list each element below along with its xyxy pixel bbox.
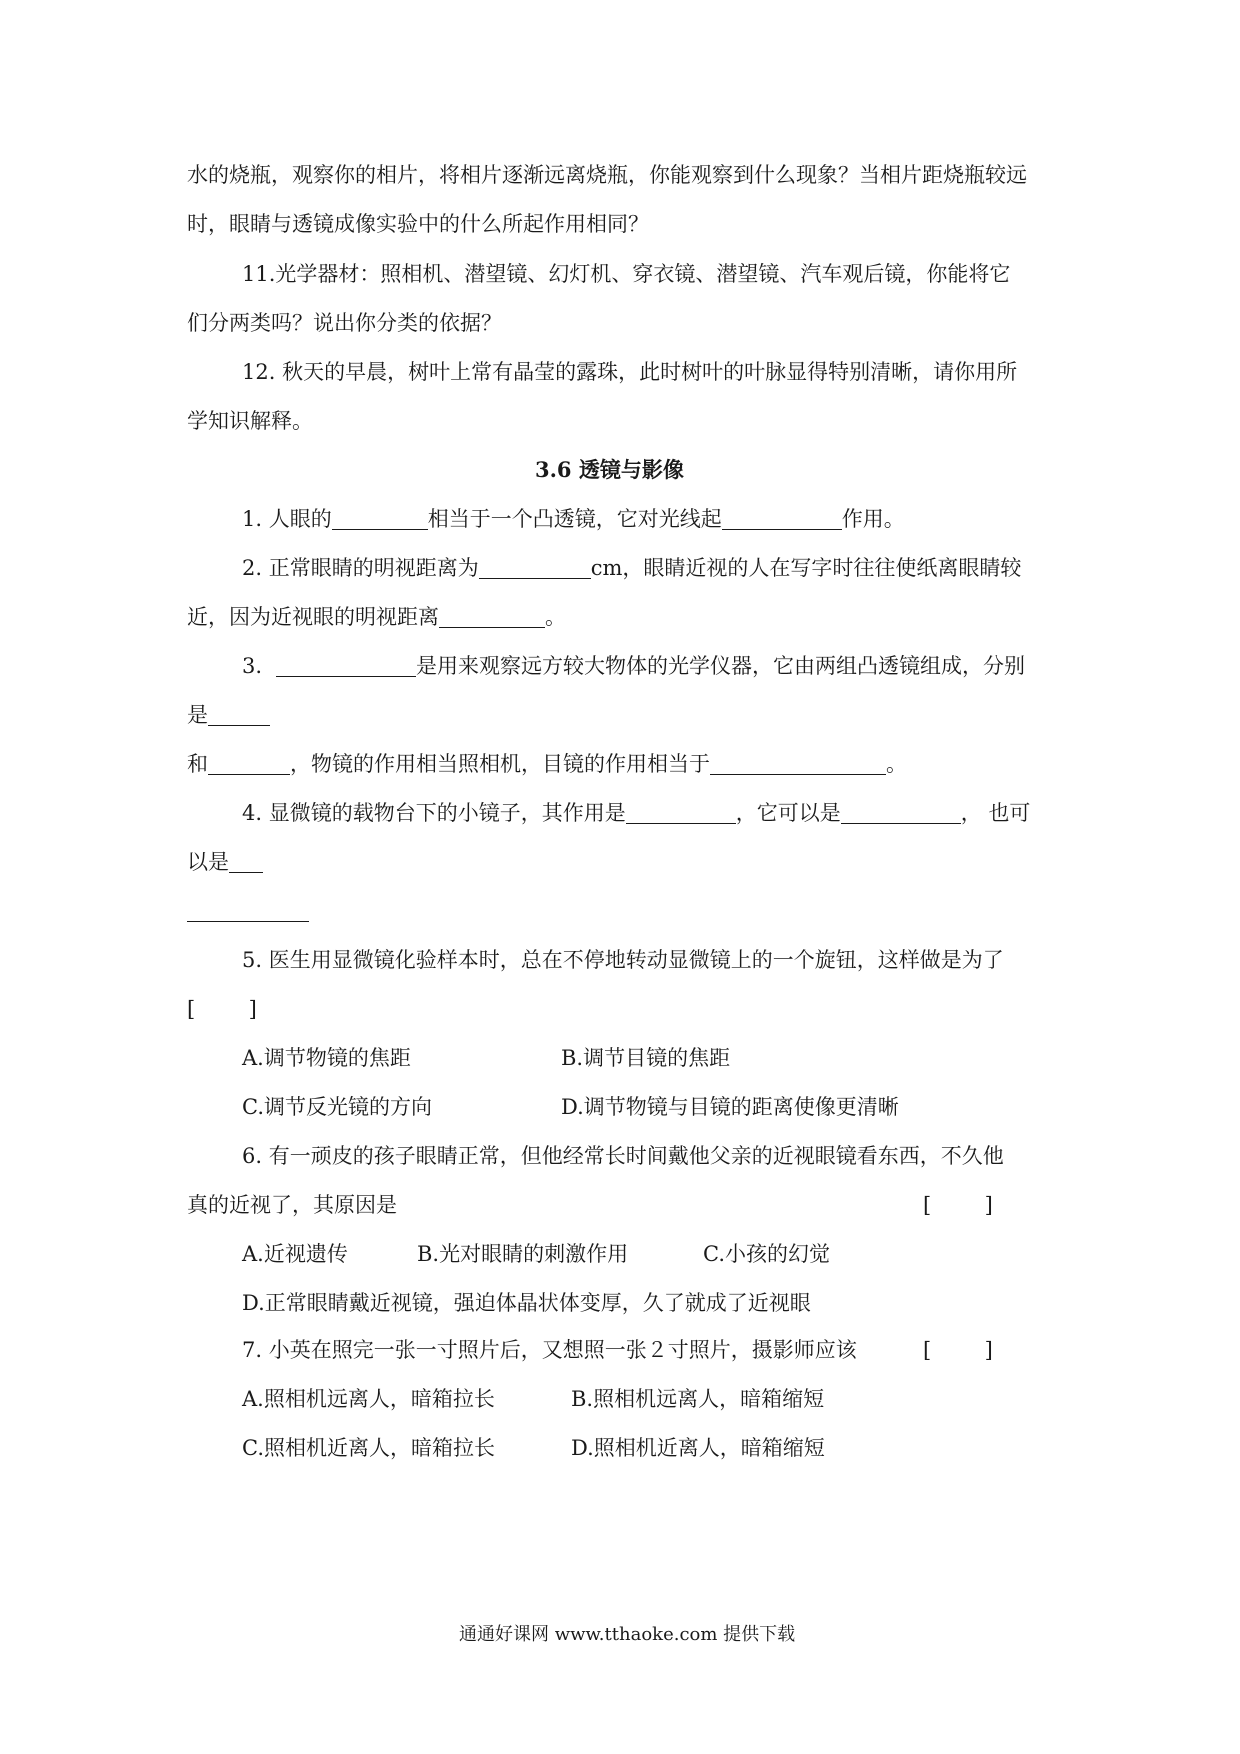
item-1-text-c: 作用。 [841, 507, 905, 531]
item-7-option-d: D.照相机近离人，暗箱缩短 [571, 1436, 825, 1460]
item-3-text-c: 是 [187, 703, 208, 727]
item-2-text-d: 。 [545, 605, 566, 629]
item-4-blank-2[interactable] [841, 803, 961, 824]
q11-line-1: 11.光学器材：照相机、潜望镜、幻灯机、穿衣镜、潜望镜、汽车观后镜，你能将它 [242, 262, 1011, 286]
item-3-line-1 [242, 652, 1025, 680]
item-3-text-f: 。 [886, 752, 907, 776]
item-3-text-b: 是用来观察远方较大物体的光学仪器，它由两组凸透镜组成，分别 [416, 654, 1026, 678]
item-3-line-2 [187, 701, 270, 729]
page-footer: 通通好课网 www.tthaoke.com 提供下载 [459, 1624, 796, 1645]
item-7-line-1: 7. 小英在照完一张一寸照片后，又想照一张２寸照片，摄影师应该 [242, 1338, 857, 1362]
item-6-answer-bracket[interactable]: [ ] [923, 1193, 993, 1217]
item-5-option-b: B.调节目镜的焦距 [561, 1046, 731, 1070]
item-3-line-3 [187, 750, 907, 778]
item-7-option-c: C.照相机近离人，暗箱拉长 [242, 1436, 495, 1460]
item-6-line-2: 真的近视了，其原因是 [187, 1193, 397, 1217]
item-2-line-1 [242, 554, 1021, 582]
item-2-text-b: cm，眼睛近视的人在写字时往往使纸离眼睛较 [590, 556, 1022, 580]
item-4-line-1 [242, 799, 1030, 827]
item-1-text-b: 相当于一个凸透镜，它对光线起 [427, 507, 722, 531]
item-5-option-a: A.调节物镜的焦距 [242, 1046, 411, 1070]
item-7-option-a: A.照相机远离人，暗箱拉长 [242, 1387, 495, 1411]
item-2-text-a: 2. 正常眼睛的明视距离为 [242, 556, 479, 580]
item-7-answer-bracket[interactable]: [ ] [923, 1338, 993, 1362]
item-4-text-d: 以是 [187, 850, 229, 874]
item-3-blank-2[interactable] [208, 705, 270, 726]
item-4-line-2 [187, 848, 263, 876]
item-3-text-a: 3. [242, 654, 263, 678]
item-4-line-3 [187, 897, 309, 925]
q12-line-2: 学知识解释。 [187, 409, 313, 433]
item-4-text-a: 4. 显微镜的载物台下的小镜子，其作用是 [242, 801, 626, 825]
item-6-option-b: B.光对眼睛的刺激作用 [417, 1242, 629, 1266]
item-2-line-2 [187, 603, 566, 631]
item-6-option-a: A.近视遗传 [242, 1242, 348, 1266]
item-2-blank-1[interactable] [479, 558, 591, 579]
item-5-answer-bracket[interactable]: [ ] [187, 997, 257, 1021]
item-5-option-d: D.调节物镜与目镜的距离使像更清晰 [561, 1095, 899, 1119]
item-2-blank-2[interactable] [439, 607, 545, 628]
item-5-line-1: 5. 医生用显微镜化验样本时，总在不停地转动显微镜上的一个旋钮，这样做是为了 [242, 948, 1004, 972]
intro-line-1: 水的烧瓶，观察你的相片，将相片逐渐远离烧瓶，你能观察到什么现象？当相片距烧瓶较远 [187, 163, 1027, 187]
item-6-option-c: C.小孩的幻觉 [703, 1242, 830, 1266]
item-4-blank-3[interactable] [229, 852, 263, 873]
item-1-blank-1[interactable] [332, 509, 428, 530]
item-3-blank-4[interactable] [710, 754, 886, 775]
item-6-line-1: 6. 有一顽皮的孩子眼睛正常，但他经常长时间戴他父亲的近视眼镜看东西，不久他 [242, 1144, 1004, 1168]
q11-line-2: 们分两类吗？说出你分类的依据？ [187, 311, 502, 335]
item-4-blank-1[interactable] [626, 803, 736, 824]
item-3-blank-1[interactable] [276, 656, 416, 677]
item-7-option-b: B.照相机远离人，暗箱缩短 [571, 1387, 825, 1411]
item-3-text-d: 和 [187, 752, 208, 776]
item-3-text-e: ，物镜的作用相当照相机，目镜的作用相当于 [290, 752, 710, 776]
item-4-text-c: ， 也可 [960, 801, 1031, 825]
section-title: 3.6 透镜与影像 [535, 457, 684, 482]
q12-line-1: 12. 秋天的早晨，树叶上常有晶莹的露珠，此时树叶的叶脉显得特别清晰，请你用所 [242, 360, 1018, 384]
item-4-blank-4[interactable] [187, 901, 309, 922]
item-1-text-a: 1. 人眼的 [242, 507, 332, 531]
item-3-blank-3[interactable] [208, 754, 290, 775]
intro-line-2: 时，眼睛与透镜成像实验中的什么所起作用相同？ [187, 212, 649, 236]
item-1-blank-2[interactable] [722, 509, 842, 530]
item-2-text-c: 近，因为近视眼的明视距离 [187, 605, 439, 629]
item-6-option-d: D.正常眼睛戴近视镜，强迫体晶状体变厚，久了就成了近视眼 [242, 1291, 811, 1315]
item-5-option-c: C.调节反光镜的方向 [242, 1095, 432, 1119]
item-4-text-b: ，它可以是 [735, 801, 841, 825]
item-1 [242, 505, 905, 533]
